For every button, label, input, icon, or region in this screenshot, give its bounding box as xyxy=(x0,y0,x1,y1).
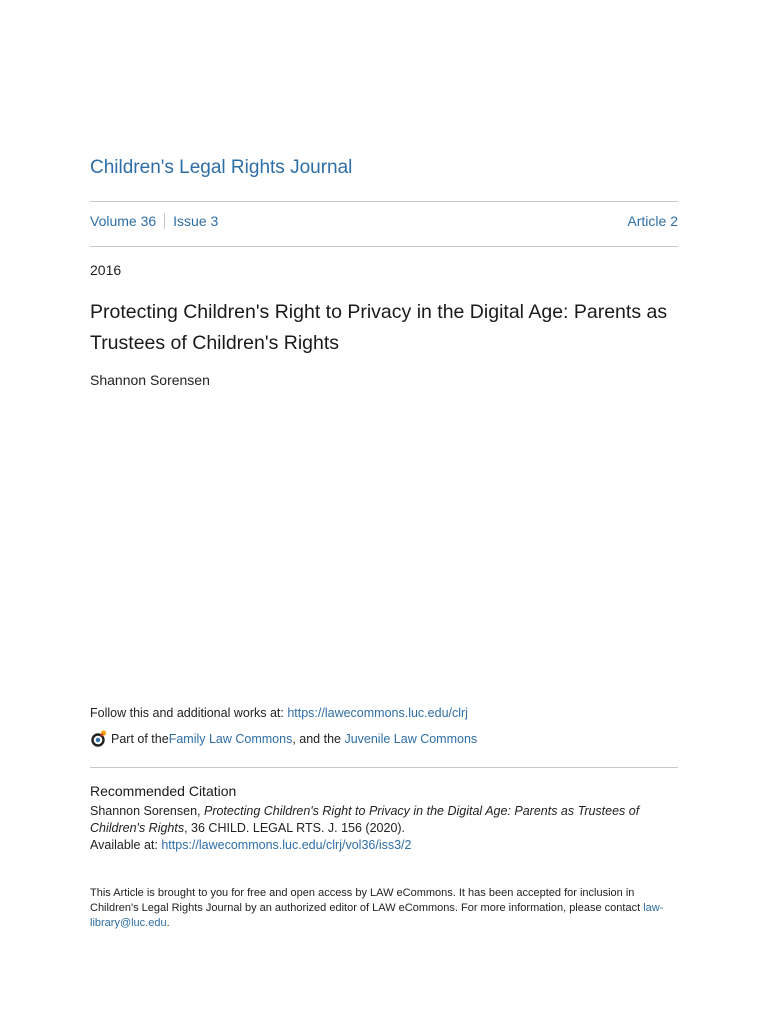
citation-divider xyxy=(90,767,678,768)
volume-issue-row xyxy=(90,213,678,229)
second-divider xyxy=(90,246,678,247)
citation-title: Protecting Children's Right to Privacy in the Digital Age: Parents as Trustees of Children's Rights xyxy=(90,804,640,835)
citation-text xyxy=(90,803,678,854)
citation-suffix: , 36 CHILD. LEGAL RTS. J. 156 (2020). xyxy=(184,821,406,835)
juvenile-law-commons-link[interactable]: Juvenile Law Commons xyxy=(344,732,478,746)
cover-page xyxy=(90,0,678,1024)
available-url-link[interactable]: https://lawecommons.luc.edu/clrj/vol36/iss3/2 xyxy=(161,838,412,852)
family-law-commons-link[interactable]: Family Law Commons xyxy=(168,732,293,746)
volume-issue-separator xyxy=(164,213,165,229)
article-link[interactable]: Article 2 xyxy=(627,213,678,229)
issue-link[interactable]: Issue 3 xyxy=(173,213,219,229)
publication-year: 2016 xyxy=(90,262,122,278)
follow-prefix: Follow this and additional works at: xyxy=(90,706,288,720)
footer-end: . xyxy=(166,917,170,929)
part-of-middle: , and the xyxy=(292,732,345,746)
top-divider xyxy=(90,201,678,202)
journal-title-link[interactable]: Children's Legal Rights Journal xyxy=(90,157,353,178)
volume-link[interactable]: Volume 36 xyxy=(90,213,157,229)
available-prefix: Available at: xyxy=(90,838,162,852)
author-name: Shannon Sorensen xyxy=(90,372,210,388)
part-of-line xyxy=(90,729,477,749)
footer-notice xyxy=(90,886,678,931)
article-title: Protecting Children's Right to Privacy in the Digital Age: Parents as Trustees of Children's Rights xyxy=(90,301,668,354)
citation-author: Shannon Sorensen, xyxy=(90,804,204,818)
contact-email-link[interactable]: law-library@luc.edu xyxy=(90,902,664,929)
follow-line xyxy=(90,706,468,720)
recommended-citation-heading: Recommended Citation xyxy=(90,783,237,799)
part-of-prefix: Part of the xyxy=(111,732,169,746)
network-commons-icon xyxy=(90,729,108,749)
footer-text: This Article is brought to you for free and open access by LAW eCommons. It has been accepted for inclusion in Children's Legal Rights Journal by an authorized editor of LAW eCommons. For more information, please contact xyxy=(90,887,644,914)
follow-url-link[interactable]: https://lawecommons.luc.edu/clrj xyxy=(287,706,468,720)
